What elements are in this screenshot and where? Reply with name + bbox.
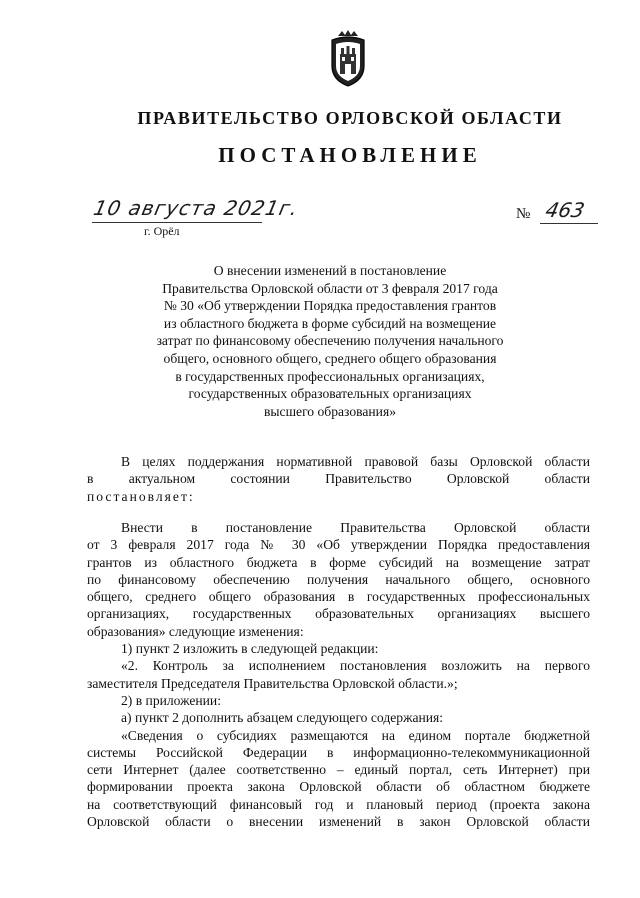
preamble-line: в актуальном состоянии Правительство Орловской области [87, 471, 590, 487]
preamble-paragraph [87, 453, 590, 505]
subject-line: в государственных профессиональных организациях, [175, 368, 485, 384]
number-sign: № [516, 206, 531, 222]
government-title: ПРАВИТЕЛЬСТВО ОРЛОВСКОЙ ОБЛАСТИ [137, 108, 563, 128]
coat-of-arms-emblem [326, 30, 370, 88]
document-type-title: ПОСТАНОВЛЕНИЕ [218, 143, 482, 167]
body-text-line: Внести в постановление Правительства Орловской области [121, 520, 590, 535]
handwritten-number: 463 [543, 198, 587, 222]
body-text-line: заместителя Председателя Правительства Орловской области.»; [87, 675, 458, 691]
body-text-line: сети Интернет (далее соответственно – единый портал, сеть Интернет) при [87, 762, 590, 778]
body-text-line: формировании проекта закона Орловской области об областном бюджете [87, 779, 590, 795]
body-text-line: организациях, государственных образовательных организациях высшего [87, 606, 590, 622]
subject-line: № 30 «Об утверждении Порядка предоставления грантов [163, 298, 497, 314]
number-underline [540, 223, 598, 224]
body-text-line: общего, среднего общего образования в государственных профессиональных [87, 589, 590, 605]
body-text-line: «Сведения о субсидиях размещаются на едином портале бюджетной [121, 727, 590, 743]
main-text [87, 519, 590, 830]
body-text-line: образования» следующие изменения: [87, 623, 304, 639]
body-text-line: «2. Контроль за исполнением постановления возложить на первого [121, 658, 590, 674]
subject-line: государственных образовательных организациях [188, 386, 472, 402]
subject-line: Правительства Орловской области от 3 февраля 2017 года [162, 280, 498, 296]
body-text-line: системы Российской Федерации в информационно-телекоммуникационной [87, 744, 590, 760]
subject-line: из областного бюджета в форме субсидий на возмещение [163, 315, 497, 331]
subject-line: общего, основного общего, среднего общего образования [163, 350, 497, 366]
document-subject [120, 262, 540, 420]
body-text-line: на соответствующий финансовый год и плановый период (проекта закона [87, 796, 590, 812]
body-text-line: грантов из областного бюджета в форме субсидий на возмещение затрат [87, 554, 590, 570]
subject-line: высшего образования» [263, 403, 397, 419]
body-text-line: Орловской области о внесении изменений в закон Орловской области [87, 814, 590, 830]
subject-line: О внесении изменений в постановление [213, 263, 447, 278]
body-text-line: 2) в приложении: [121, 692, 221, 708]
body-text-line: от 3 февраля 2017 года № 30 «Об утверждении Порядка предоставления [87, 537, 590, 553]
city-label: г. Орёл [144, 224, 180, 238]
preamble-resolution: постановляет: [87, 488, 195, 504]
preamble-line: В целях поддержания нормативной правовой базы Орловской области [121, 454, 590, 469]
subject-line: затрат по финансовому обеспечению получения начального [156, 333, 504, 349]
date-underline [92, 222, 262, 223]
body-text-line: 1) пункт 2 изложить в следующей редакции: [121, 641, 379, 657]
handwritten-date: 10 августа 2021г. [91, 196, 301, 220]
body-text-line: по финансовому обеспечению получения начального общего, основного [87, 571, 590, 587]
body-text-line: а) пункт 2 дополнить абзацем следующего содержания: [121, 710, 444, 726]
